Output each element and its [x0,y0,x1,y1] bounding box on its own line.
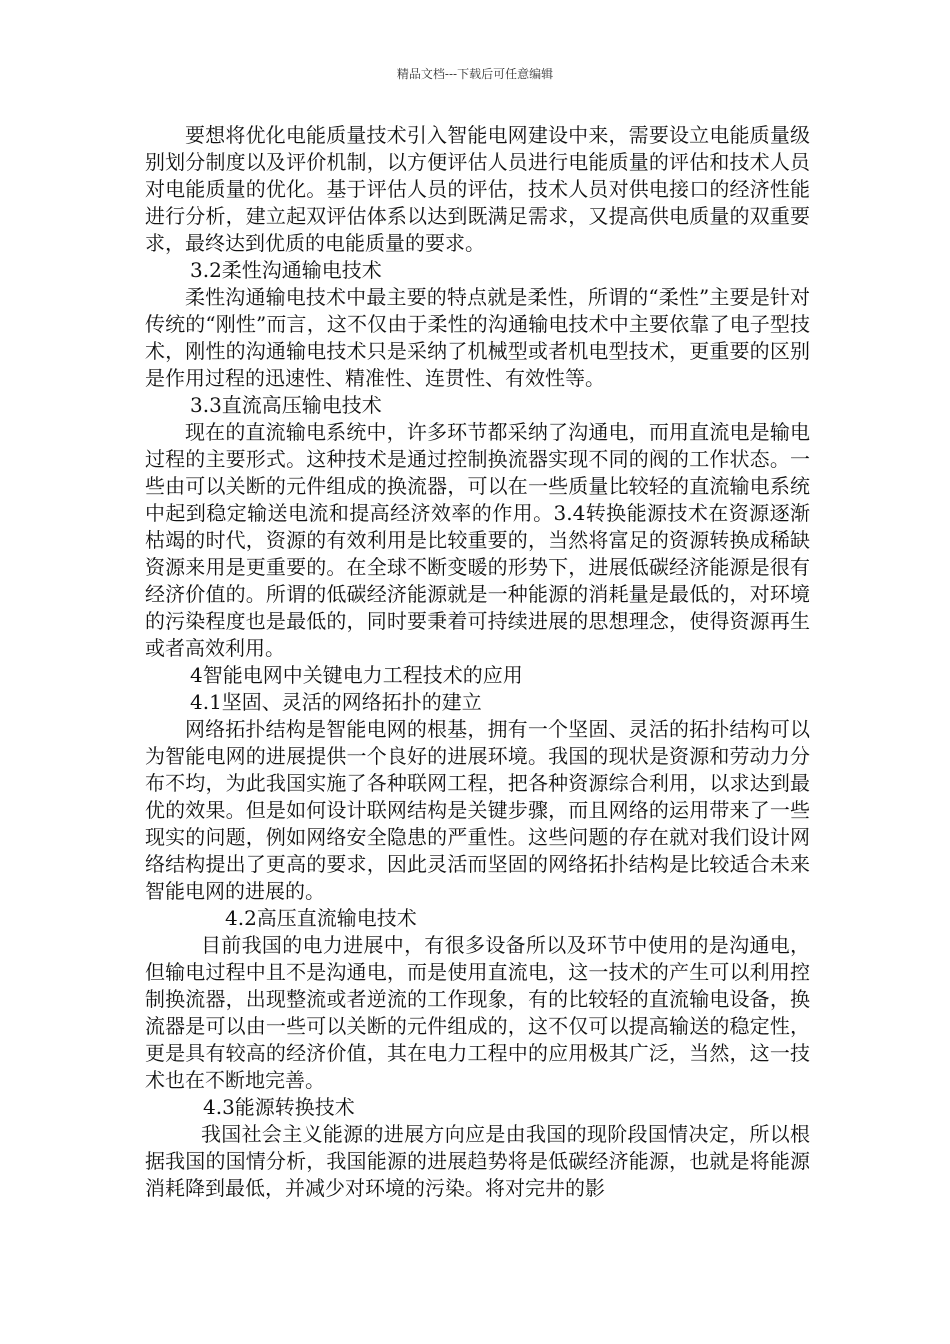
section-heading-4-2: 4.2高压直流输电技术 [225,906,417,930]
paragraph-energy-conversion: 我国社会主义能源的进展方向应是由我国的现阶段国情决定，所以根据我国的国情分析，我国能源的进展趋势将是低碳经济能源，也就是将能源消耗降到最低，并减少对环境的污染。将对完井的影 [145,1122,810,1200]
paragraph-network-topology: 网络拓扑结构是智能电网的根基，拥有一个坚固、灵活的拓扑结构可以为智能电网的进展提供一个良好的进展环境。我国的现状是资源和劳动力分布不均，为此我国实施了各种联网工程，把各种资源综合利用，以求达到最优的效果。但是如何设计联网结构是关键步骤，而且网络的运用带来了一些现实的问题，例如网络安全隐患的严重性。这些问题的存在就对我们设计网络结构提出了更高的要求，因此灵活而坚固的网络拓扑结构是比较适合未来智能电网的进展的。 [145,717,810,903]
page-header: 精品文档---下载后可任意编辑 [396,67,554,81]
section-heading-4-1: 4.1坚固、灵活的网络拓扑的建立 [190,690,482,714]
section-heading-3-2: 3.2柔性沟通输电技术 [190,258,382,282]
paragraph-flexible-ac: 柔性沟通输电技术中最主要的特点就是柔性，所谓的“柔性”主要是针对传统的“刚性”而言，这不仅由于柔性的沟通输电技术中主要依靠了电子型技术，刚性的沟通输电技术只是采纳了机械型或者机电型技术，更重要的区别是作用过程的迅速性、精准性、连贯性、有效性等。 [145,285,810,390]
section-heading-4: 4智能电网中关键电力工程技术的应用 [190,663,523,687]
paragraph-power-quality: 要想将优化电能质量技术引入智能电网建设中来，需要设立电能质量级别划分制度以及评价机制，以方便评估人员进行电能质量的评估和技术人员对电能质量的优化。基于评估人员的评估，技术人员对供电接口的经济性能进行分析，建立起双评估体系以达到既满足需求，又提高供电质量的双重要求，最终达到优质的电能质量的要求。 [145,123,810,255]
paragraph-hvdc: 现在的直流输电系统中，许多环节都采纳了沟通电，而用直流电是输电过程的主要形式。这种技术是通过控制换流器实现不同的阀的工作状态。一些由可以关断的元件组成的换流器，可以在一些质量比较轻的直流输电系统中起到稳定输送电流和提高经济效率的作用。3.4转换能源技术在资源逐渐枯竭的时代，资源的有效利用是比较重要的，当然将富足的资源转换成稀缺资源来用是更重要的。在全球不断变暖的形势下，进展低碳经济能源是很有经济价值的。所谓的低碳经济能源就是一种能源的消耗量是最低的，对环境的污染程度也是最低的，同时要秉着可持续进展的思想理念，使得资源再生或者高效利用。 [145,420,810,660]
paragraph-hvdc-application: 目前我国的电力进展中，有很多设备所以及环节中使用的是沟通电，但输电过程中且不是沟通电，而是使用直流电，这一技术的产生可以利用控制换流器，出现整流或者逆流的工作现象，有的比较轻的直流输电设备，换流器是可以由一些可以关断的元件组成的，这不仅可以提高输送的稳定性，更是具有较高的经济价值，其在电力工程中的应用极其广泛，当然，这一技术也在不断地完善。 [145,933,810,1092]
section-heading-3-3: 3.3直流高压输电技术 [190,393,382,417]
section-heading-4-3: 4.3能源转换技术 [203,1095,355,1119]
document-body [145,122,810,1202]
